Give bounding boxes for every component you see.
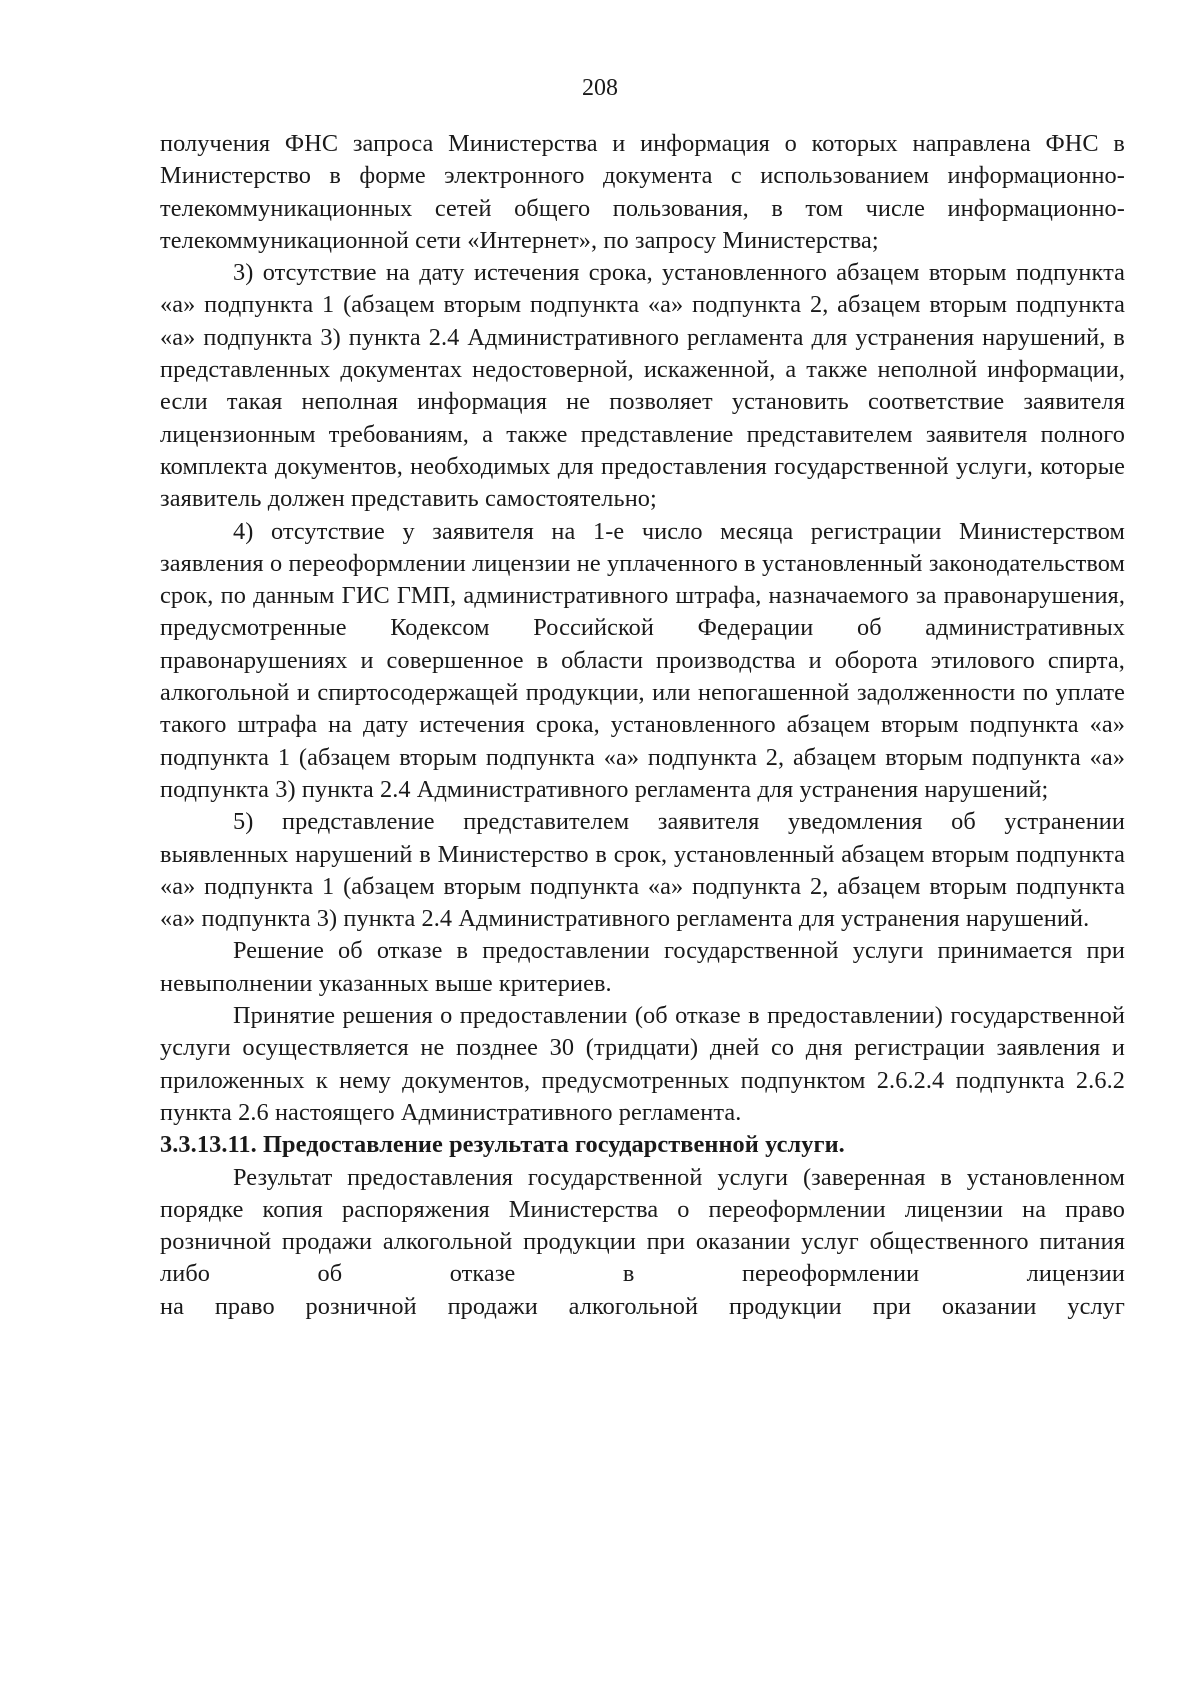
paragraph-decision-deadline: Принятие решения о предоставлении (об отказе в предоставлении) государственной услуги осуществляется не позднее 30 (тридцати) дней со дня регистрации заявления и приложенных к нему документов, предусмотренных подпунктом 2.6.2.4 подпункта 2.6.2 пункта 2.6 настоящего Административного регламента. — [160, 1002, 1125, 1126]
paragraph-item-4: 4) отсутствие у заявителя на 1-е число месяца регистрации Министерством заявления о переоформлении лицензии не уплаченного в установленный законодательством срок, по данным ГИС ГМП, административного штрафа, назначаемого за правонарушения, предусмотренные Кодексом Российской Федерации об административных правонарушениях и совершенное в области производства и оборота этилового спирта, алкогольной и спиртосодержащей продукции, или непогашенной задолженности по уплате такого штрафа на дату истечения срока, установленного абзацем вторым подпункта «а» подпункта 1 (абзацем вторым подпункта «а» подпункта 2, абзацем вторым подпункта «а» подпункта 3) пункта 2.4 Административного регламента для устранения нарушений; — [160, 517, 1125, 803]
page-number: 208 — [582, 75, 618, 101]
paragraph-continuation: получения ФНС запроса Министерства и информация о которых направлена ФНС в Министерство в форме электронного документа с использованием информационно-телекоммуникационных сетей общего пользования, в том числе информационно-телекоммуникационной сети «Интернет», по запросу Министерства; — [160, 130, 1125, 254]
paragraph-result-part2: на право розничной продажи алкогольной продукции при оказании услуг — [160, 1292, 1125, 1320]
document-body — [160, 128, 1125, 1323]
paragraph-refusal-decision: Решение об отказе в предоставлении государственной услуги принимается при невыполнении указанных выше критериев. — [160, 937, 1125, 997]
paragraph-result-part1: Результат предоставления государственной услуги (заверенная в установленном порядке копия распоряжения Министерства о переоформлении лицензии на право розничной продажи алкогольной продукции при оказании услуг общественного питания либо об отказе в переоформлении лицензии — [160, 1163, 1125, 1288]
paragraph-item-3: 3) отсутствие на дату истечения срока, установленного абзацем вторым подпункта «а» подпункта 1 (абзацем вторым подпункта «а» подпункта 2, абзацем вторым подпункта «а» подпункта 3) пункта 2.4 Административного регламента для устранения нарушений, в представленных документах недостоверной, искаженной, а также неполной информации, если такая неполная информация не позволяет установить соответствие заявителя лицензионным требованиям, а также представление представителем заявителя полного комплекта документов, необходимых для предоставления государственной услуги, которые заявитель должен представить самостоятельно; — [160, 259, 1125, 513]
section-heading: 3.3.13.11. Предоставление результата государственной услуги. — [160, 1131, 845, 1159]
paragraph-item-5: 5) представление представителем заявителя уведомления об устранении выявленных нарушений в Министерство в срок, установленный абзацем вторым подпункта «а» подпункта 1 (абзацем вторым подпункта «а» подпункта 2, абзацем вторым подпункта «а» подпункта 3) пункта 2.4 Административного регламента для устранения нарушений. — [160, 808, 1125, 933]
